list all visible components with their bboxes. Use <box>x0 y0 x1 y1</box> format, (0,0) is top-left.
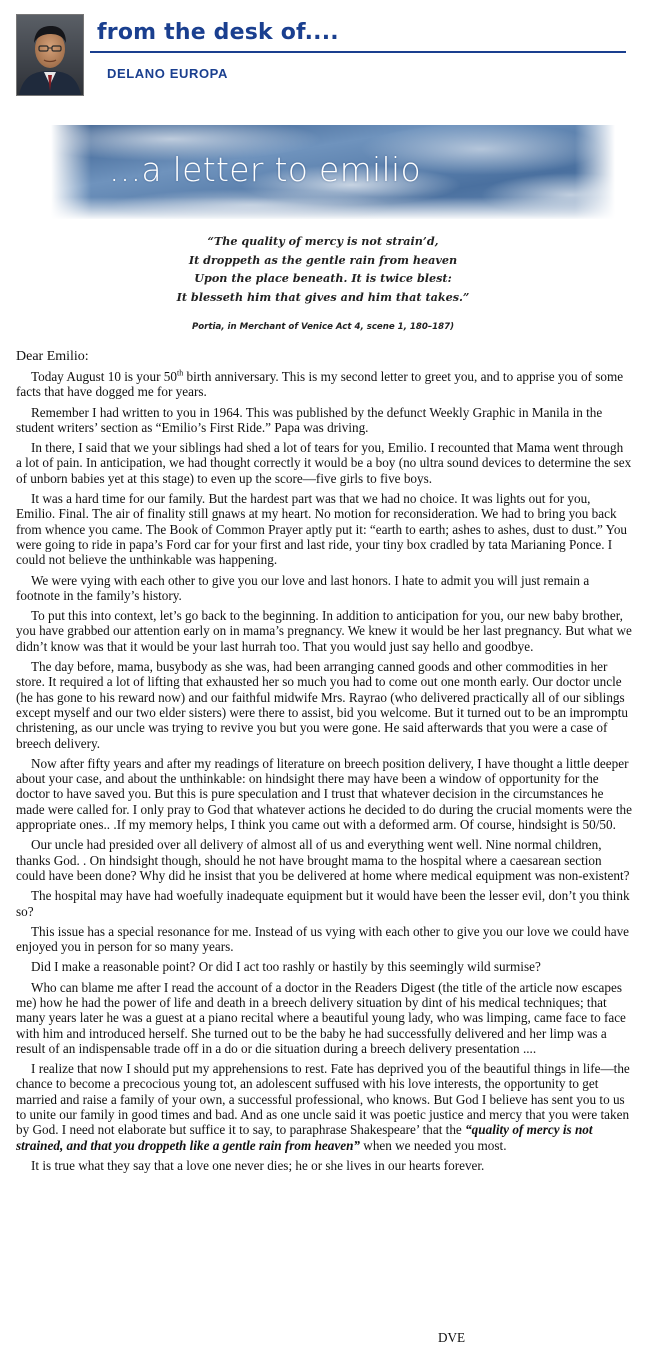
quote-line: It droppeth as the gentle rain from heaven <box>188 252 458 267</box>
paragraph: We were vying with each other to give you our love and last honors. I hate to admit you will just remain a footnote in the family’s history. <box>16 572 590 603</box>
paragraph: Who can blame me after I read the account of a doctor in the Readers Digest (the title of the article now escapes me) how he had the power of life and death in a breech delivery situation by dint of his medical techniques; that many years later he was a guest at a piano recital where a beautiful young lady, who was limping, came face to face with him and introduced herself. She turned out to be the baby he had successfully delivered and her limp was a result of an indispensable trade off in a do or die situation during a breech delivery presentation .... <box>16 979 626 1056</box>
paragraph: This issue has a special resonance for me. Instead of us vying with each other to give you our love we could have enjoyed you in person for so many years. <box>16 923 630 955</box>
quote-line: “The quality of mercy is not strain’d, <box>207 234 439 248</box>
letter-body <box>16 348 632 1178</box>
paragraph-text: birth anniversary. This is my second letter to greet you, and to apprise you of some facts that have dogged me for years. <box>16 369 624 400</box>
paragraph: Did I make a reasonable point? Or did I act too rashly or hastily by this seemingly wild surmise? <box>31 959 541 975</box>
author-avatar <box>16 14 84 96</box>
epigraph-quote <box>0 232 646 306</box>
paragraph: In there, I said that we your siblings had shed a lot of tears for you, Emilio. I recounted that Mama went through a lot of pain. In anticipation, we had thought correctly it would be a boy (no ultra sound devices to determine the sex of unborn babies yet at this stage) to even up the score—five girls to five boys. <box>16 440 632 486</box>
paragraph: It was a hard time for our family. But the hardest part was that we had no choice. It was lights out for you, Emilio. Final. The air of finality still gnaws at my heart. No motion for reconsideration. We had to bring you back from whence you came. The Book of Common Prayer aptly put it: “earth to earth; ashes to ashes, dust to dust.” You were going to ride in papa’s Ford car for your first and last ride, your tiny box cradled by tata Marianing Ponce. I could not believe the unthinkable was happening. <box>16 491 628 568</box>
paragraph: Our uncle had presided over all delivery of almost all of us and everything went well. Nine normal children, thanks God. . On hindsight though, should he not have brought mama to the hospital where a caesarean section could have been done? Why did he insist that you be delivered at home where medical equipment was non-existent? <box>16 837 630 883</box>
closing-paragraph: It is true what they say that a love one never dies; he or she lives in our hearts forever. <box>31 1157 485 1173</box>
header-title: from the desk of.... <box>97 20 339 45</box>
page-header <box>0 0 646 100</box>
paragraph-text: I realize that now I should put my apprehensions to rest. Fate has deprived you of the beautiful things in life—the chance to become a precocious young tot, an adolescent suffused with his love interests, the opportunity to get married and raise a family of your own, a successful professional, who knows. But God I believe has sent you to us to unite our family in good times and bad. And as one uncle said it was poetic justice and mercy that you were taken by God. I need not elaborate but suffice it to say, to paraphrase Shakespeare’ that the <box>16 1061 630 1138</box>
epigraph-attribution: Portia, in Merchant of Venice Act 4, scene 1, 180–187) <box>191 322 455 332</box>
portrait-photo-icon <box>17 15 83 95</box>
paragraph <box>16 1061 632 1153</box>
paragraph: Now after fifty years and after my readings of literature on breech position delivery, I have thought a little deeper about your case, and about the unthinkable: on hindsight there may have been a window of opportunity for the doctor to have saved you. But this is pure speculation and I trust that whatever decision in the circumstances he made were called for. I only pray to God that whatever actions he decided to do during the crucial moments were the appropriate ones.. .If my memory helps, I think you came out with a deformed arm. Of course, hindsight is 50/50. <box>16 755 632 833</box>
paragraph-text: when we needed you most. <box>360 1137 507 1153</box>
ordinal-suffix: th <box>176 368 184 378</box>
salutation: Dear Emilio: <box>16 349 89 364</box>
quote-line: It blesseth him that gives and him that takes.” <box>176 289 470 304</box>
emphasized-quote: “quality of mercy is not strained, and that you droppeth like a gentle rain from heaven” <box>16 1122 593 1153</box>
paragraph: The hospital may have had woefully inadequate equipment but it would have been the lesser evil, don’t you think so? <box>16 888 630 919</box>
paragraph <box>16 369 632 400</box>
banner-title: ...a letter to emilio <box>109 150 421 189</box>
paragraph: To put this into context, let’s go back to the beginning. In addition to anticipation for you, our new baby brother, you have grabbed our attention early on in mama’s pregnancy. We knew it would be her last pregnancy. But what we didn’t know was that it would be your last hurrah too. That you would just say hello and goodbye. <box>16 608 632 654</box>
letter-banner <box>51 125 615 219</box>
quote-line: Upon the place beneath. It is twice blest: <box>194 271 452 285</box>
header-divider <box>90 51 626 53</box>
paragraph-text: Today August 10 is your 50 <box>31 369 177 384</box>
paragraph: Remember I had written to you in 1964. This was published by the defunct Weekly Graphic in Manila in the student writers’ section as “Emilio’s First Ride.” Papa was driving. <box>16 404 603 435</box>
paragraph: The day before, mama, busybody as she was, had been arranging canned goods and other commodities in her store. It required a lot of lifting that exhausted her so much you had to come out one month early. Our doctor uncle (he has gone to his reward now) and our faithful midwife Mrs. Rayrao (who delivered practically all of our siblings except myself and our two elder sisters) were there to assist, bid you welcome. But it turned out to be an impromptu christening, as our uncle was trying to revive you but you were gone. He said afterwards that you were a case of breech delivery. <box>16 659 628 751</box>
author-name: DELANO EUROPA <box>107 66 228 81</box>
signature-initials: DVE <box>438 1330 466 1345</box>
